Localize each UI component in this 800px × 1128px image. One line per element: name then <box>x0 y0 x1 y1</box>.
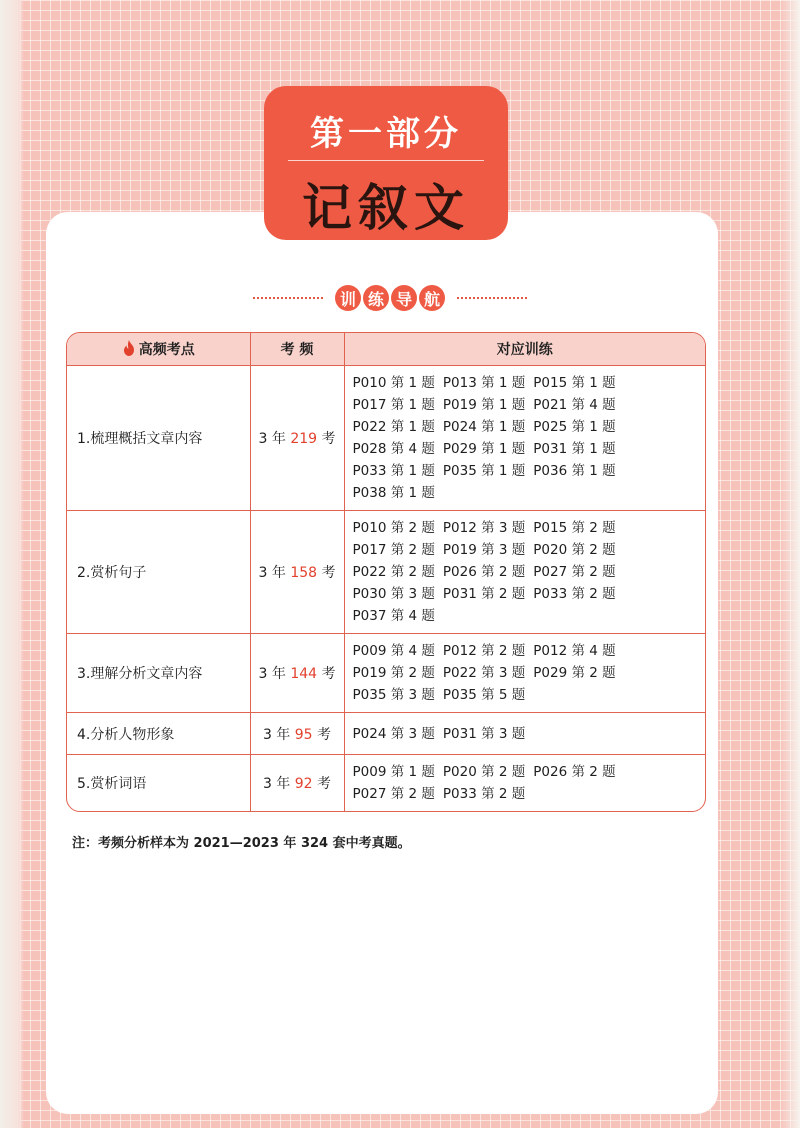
flame-icon <box>122 340 136 356</box>
heading-char: 导 <box>391 285 417 311</box>
training-item: P010 第 2 题 <box>352 520 435 536</box>
training-item: P020 第 2 题 <box>442 764 526 780</box>
frequency-count: 95 <box>294 726 313 743</box>
training-item: P013 第 1 题 <box>442 375 526 391</box>
training-item: P024 第 3 题 <box>352 725 435 742</box>
training-item: P019 第 1 题 <box>442 397 526 413</box>
footnote: 注：考频分析样本为 2021—2023 年 324 套中考真题。 <box>72 836 411 851</box>
training-item: P019 第 2 题 <box>352 665 435 681</box>
training-list <box>344 755 705 812</box>
frequency-prefix: 3 年 <box>262 726 295 743</box>
training-item: P029 第 1 题 <box>442 441 526 457</box>
frequency-suffix: 考 <box>317 431 336 447</box>
exam-frequency <box>250 812 344 813</box>
frequency-prefix: 3 年 <box>262 776 295 792</box>
training-item: P035 第 1 题 <box>442 463 526 479</box>
training-item: P020 第 2 题 <box>533 542 616 558</box>
header-frequency: 考 频 <box>250 333 344 366</box>
training-item: P031 第 1 题 <box>533 441 616 457</box>
exam-point: 3.理解分析文章内容 <box>67 634 250 713</box>
exam-point: 4.分析人物形象 <box>67 713 250 755</box>
title-divider <box>288 160 484 161</box>
exam-frequency <box>250 713 344 755</box>
training-item: P030 第 3 题 <box>352 586 435 602</box>
exam-frequency <box>250 511 344 634</box>
training-item: P019 第 3 题 <box>442 542 526 558</box>
heading-char: 练 <box>363 285 389 311</box>
frequency-suffix: 考 <box>317 565 336 581</box>
dotted-rule-left <box>253 297 323 299</box>
exam-frequency <box>250 634 344 713</box>
training-item: P012 第 4 题 <box>533 643 616 659</box>
training-item: P026 第 2 题 <box>533 764 616 780</box>
heading-char: 训 <box>335 285 361 311</box>
training-item: P024 第 1 题 <box>442 419 526 435</box>
table-row <box>67 755 705 812</box>
frequency-count: 144 <box>290 666 318 682</box>
training-item: P033 第 2 题 <box>533 586 616 602</box>
training-item: P022 第 2 题 <box>352 564 435 580</box>
frequency-prefix: 3 年 <box>258 666 291 682</box>
table-row <box>67 511 705 634</box>
training-item: P009 第 4 题 <box>352 643 435 659</box>
training-list <box>344 511 705 634</box>
header-training: 对应训练 <box>344 333 705 366</box>
training-list <box>344 634 705 713</box>
exam-frequency <box>250 366 344 511</box>
heading-char: 航 <box>419 285 445 311</box>
dotted-rule-right <box>457 297 527 299</box>
frequency-suffix: 考 <box>312 726 332 743</box>
training-item: P037 第 4 题 <box>352 608 435 624</box>
training-item: P012 第 3 题 <box>442 520 526 536</box>
training-item: P033 第 2 题 <box>442 786 526 802</box>
exam-points-table <box>66 332 706 812</box>
training-item: P027 第 2 题 <box>352 786 435 802</box>
frequency-prefix: 3 年 <box>258 431 291 447</box>
frequency-prefix: 3 年 <box>258 565 291 581</box>
exam-point: 1.梳理概括文章内容 <box>67 366 250 511</box>
training-item: P017 第 1 题 <box>352 397 435 413</box>
training-item: P017 第 2 题 <box>352 542 435 558</box>
training-item: P031 第 3 题 <box>442 725 526 742</box>
frequency-count: 92 <box>294 776 313 792</box>
header-point <box>67 333 250 366</box>
exam-frequency <box>250 755 344 812</box>
training-list <box>344 713 705 755</box>
training-item: P025 第 1 题 <box>533 419 616 435</box>
main-title: 记叙文 <box>302 179 470 237</box>
training-item: P031 第 2 题 <box>442 586 526 602</box>
training-item: P021 第 4 题 <box>533 397 616 413</box>
training-list <box>344 812 705 813</box>
paper-left-edge <box>0 0 24 1128</box>
table-row <box>67 812 705 813</box>
training-list <box>344 366 705 511</box>
training-item: P027 第 2 题 <box>533 564 616 580</box>
table-row <box>67 713 705 755</box>
training-item: P009 第 1 题 <box>352 764 435 780</box>
training-navigation-heading <box>230 283 550 313</box>
table-header-row <box>67 333 705 366</box>
training-item: P012 第 2 题 <box>442 643 526 659</box>
training-item: P015 第 1 题 <box>533 375 616 391</box>
training-item: P026 第 2 题 <box>442 564 526 580</box>
training-item: P028 第 4 题 <box>352 441 435 457</box>
header-point-label: 高频考点 <box>138 342 195 358</box>
training-item: P035 第 5 题 <box>442 687 526 703</box>
frequency-suffix: 考 <box>312 776 332 792</box>
frequency-count: 158 <box>290 565 318 581</box>
paper-right-edge <box>780 0 800 1128</box>
table-row <box>67 634 705 713</box>
frequency-suffix: 考 <box>317 666 336 682</box>
training-item: P029 第 2 题 <box>533 665 616 681</box>
training-item: P036 第 1 题 <box>533 463 616 479</box>
table-row <box>67 366 705 511</box>
training-item: P015 第 2 题 <box>533 520 616 536</box>
frequency-count: 219 <box>290 431 318 447</box>
training-item: P035 第 3 题 <box>352 687 435 703</box>
training-item: P033 第 1 题 <box>352 463 435 479</box>
training-item: P038 第 1 题 <box>352 485 435 501</box>
exam-point: 2.赏析句子 <box>67 511 250 634</box>
heading-badges <box>335 285 445 311</box>
exam-point: 5.赏析词语 <box>67 755 250 812</box>
training-item: P010 第 1 题 <box>352 375 435 391</box>
part-title: 第一部分 <box>310 114 462 154</box>
training-item: P022 第 3 题 <box>442 665 526 681</box>
training-item: P022 第 1 题 <box>352 419 435 435</box>
section-title-box <box>264 86 508 240</box>
exam-point <box>67 812 250 813</box>
